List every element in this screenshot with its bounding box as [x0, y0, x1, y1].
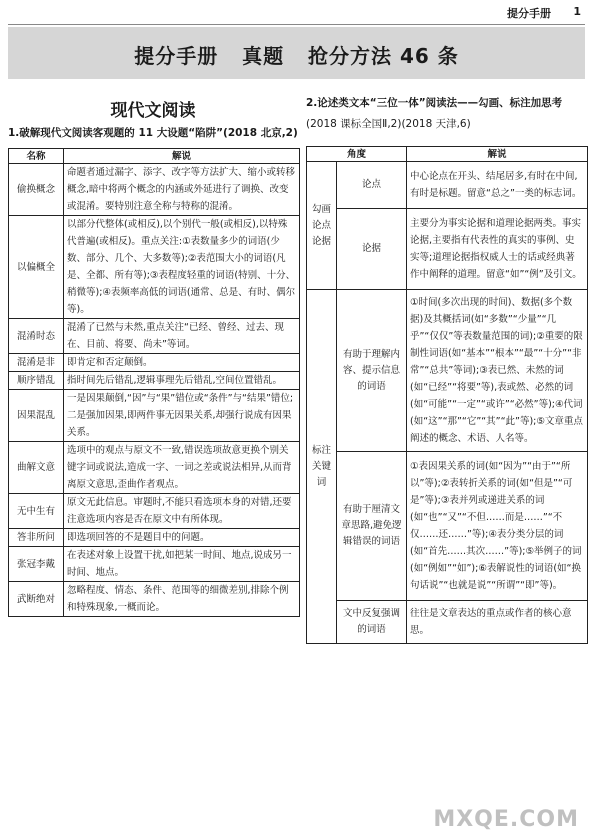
trap-name: 顺序错乱 — [9, 372, 64, 390]
sub-angle: 有助于理解内容、提示信息的词语 — [337, 290, 407, 452]
trap-name: 混淆是非 — [9, 354, 64, 372]
column-header-explanation: 解说 — [64, 149, 300, 164]
angle-label: 勾画论点论据 — [307, 162, 337, 290]
table-row — [307, 290, 588, 452]
column-header-explanation: 解说 — [407, 147, 588, 162]
trap-explanation: 指时间先后错乱,逻辑事理先后错乱,空间位置错乱。 — [64, 372, 300, 390]
table-row — [307, 162, 588, 209]
trap-name: 因果混乱 — [9, 390, 64, 442]
left-heading: 1.破解现代文阅读客观题的 11 大设题“陷阱”(2018 北京,2) — [8, 127, 298, 139]
sub-angle: 论点 — [337, 162, 407, 209]
angle-explanation: 往往是文章表达的重点或作者的核心意思。 — [407, 601, 588, 644]
trap-explanation: 忽略程度、情态、条件、范围等的细微差别,排除个例和特殊现象,一概而论。 — [64, 582, 300, 617]
angle-label: 标注关键词 — [307, 290, 337, 644]
trap-name: 偷换概念 — [9, 164, 64, 216]
table-row — [9, 354, 300, 372]
trap-name: 张冠李戴 — [9, 547, 64, 582]
table-row — [9, 582, 300, 617]
trap-explanation: 一是因果颠倒,“因”与“果”错位或“条件”与“结果”错位;二是强加因果,即两件事无因果关系,却强行说成有因果关系。 — [64, 390, 300, 442]
table-header-row — [9, 149, 300, 164]
section-title: 现代文阅读 — [110, 101, 196, 121]
trap-name: 混淆时态 — [9, 319, 64, 354]
trap-explanation: 以部分代整体(或相反),以个别代一般(或相反),以特殊代普遍(或相反)。重点关注:①表数量多少的词语(少数、部分、几个、大多数等);②表范围大小的词语(凡是、全都、所有等);③表程度轻重的词语(特别、十分、稍微等);④表频率高低的词语(通常、总是、有时、偶尔等)。 — [64, 216, 300, 319]
table-row — [9, 216, 300, 319]
page-number: 1 — [573, 5, 581, 18]
angle-explanation: ①时间(多次出现的时间)、数据(多个数据)及其概括词(如“多数”“少量”“几乎”“仅仅”等表数量范围的词);②重要的限制性词语(如“基本”“根本”“最”“十分”“非常”“总共”等词);③表已然、未然的词(如“已经”“将要”等),表或然、必然的词(如“可能”“一定”“或许”“必然”等);④代词(如“这”“那”“它”“其”“此”等);⑤文章重点阐述的概念、术语、人名等。 — [407, 290, 588, 452]
table-header-row — [307, 147, 588, 162]
table-row — [9, 442, 300, 494]
header-divider — [8, 24, 585, 25]
column-header-angle: 角度 — [307, 147, 407, 162]
table-row — [9, 319, 300, 354]
table-row — [307, 452, 588, 601]
table-row — [9, 547, 300, 582]
sub-angle: 文中反复强调的词语 — [337, 601, 407, 644]
table-row — [9, 390, 300, 442]
table-row — [9, 372, 300, 390]
trap-name: 曲解文意 — [9, 442, 64, 494]
reading-method-table — [306, 146, 588, 644]
right-source: (2018 课标全国Ⅱ,2)(2018 天津,6) — [306, 118, 471, 130]
page-header — [0, 0, 593, 24]
table-row — [307, 209, 588, 290]
title-banner — [8, 27, 585, 79]
trap-explanation: 选项中的观点与原文不一致,错误选项故意更换个别关键字词或说法,造成一字、一词之差或说法相异,从而背离原文意思,歪曲作者观点。 — [64, 442, 300, 494]
column-header-name: 名称 — [9, 149, 64, 164]
trap-name: 武断绝对 — [9, 582, 64, 617]
watermark: MXQE.COM — [433, 807, 579, 832]
header-label: 提分手册 — [507, 7, 551, 20]
trap-explanation: 原文无此信息。审题时,不能只看选项本身的对错,还要注意选项内容是否在原文中有所体现。 — [64, 494, 300, 529]
trap-explanation: 混淆了已然与未然,重点关注“已经、曾经、过去、现在、目前、将要、尚未”等词。 — [64, 319, 300, 354]
sub-angle: 有助于厘清文章思路,避免逻辑错误的词语 — [337, 452, 407, 601]
trap-name: 无中生有 — [9, 494, 64, 529]
table-row — [9, 164, 300, 216]
trap-explanation: 在表述对象上设置干扰,如把某一时间、地点,说成另一时间、地点。 — [64, 547, 300, 582]
angle-explanation: 主要分为事实论据和道理论据两类。事实论据,主要指有代表性的真实的事例、史实等;道理论据指权威人士的话或经典著作中阐释的道理。留意“如”“例”及引文。 — [407, 209, 588, 290]
table-row — [307, 601, 588, 644]
trap-name: 答非所问 — [9, 529, 64, 547]
trap-explanation: 即选项回答的不是题目中的问题。 — [64, 529, 300, 547]
table-row — [9, 494, 300, 529]
sub-angle: 论据 — [337, 209, 407, 290]
trap-name: 以偏概全 — [9, 216, 64, 319]
angle-explanation: 中心论点在开头、结尾居多,有时在中间,有时是标题。留意“总之”一类的标志词。 — [407, 162, 588, 209]
banner-title: 提分手册 真题 抢分方法 46 条 — [134, 44, 459, 68]
trap-explanation: 即肯定和否定颠倒。 — [64, 354, 300, 372]
right-heading: 2.论述类文本“三位一体”阅读法——勾画、标注加思考 — [306, 97, 563, 109]
table-row — [9, 529, 300, 547]
trap-explanation: 命题者通过漏字、添字、改字等方法扩大、缩小或转移概念,暗中将两个概念的内涵或外延进行了调换、改变或混淆。要特别注意全称与特称的混淆。 — [64, 164, 300, 216]
traps-table — [8, 148, 300, 617]
angle-explanation: ①表因果关系的词(如“因为”“由于”“所以”等);②表转折关系的词(如“但是”“可是”等);③表并列或递进关系的词(如“也”“又”“不但……而是……”“不仅……还……”等);④表分类分层的词(如“首先……其次……”等);⑤举例子的词(如“例如”“如”);⑥表解说性的词语(如“换句话说”“也就是说”“所谓”“即”等)。 — [407, 452, 588, 601]
